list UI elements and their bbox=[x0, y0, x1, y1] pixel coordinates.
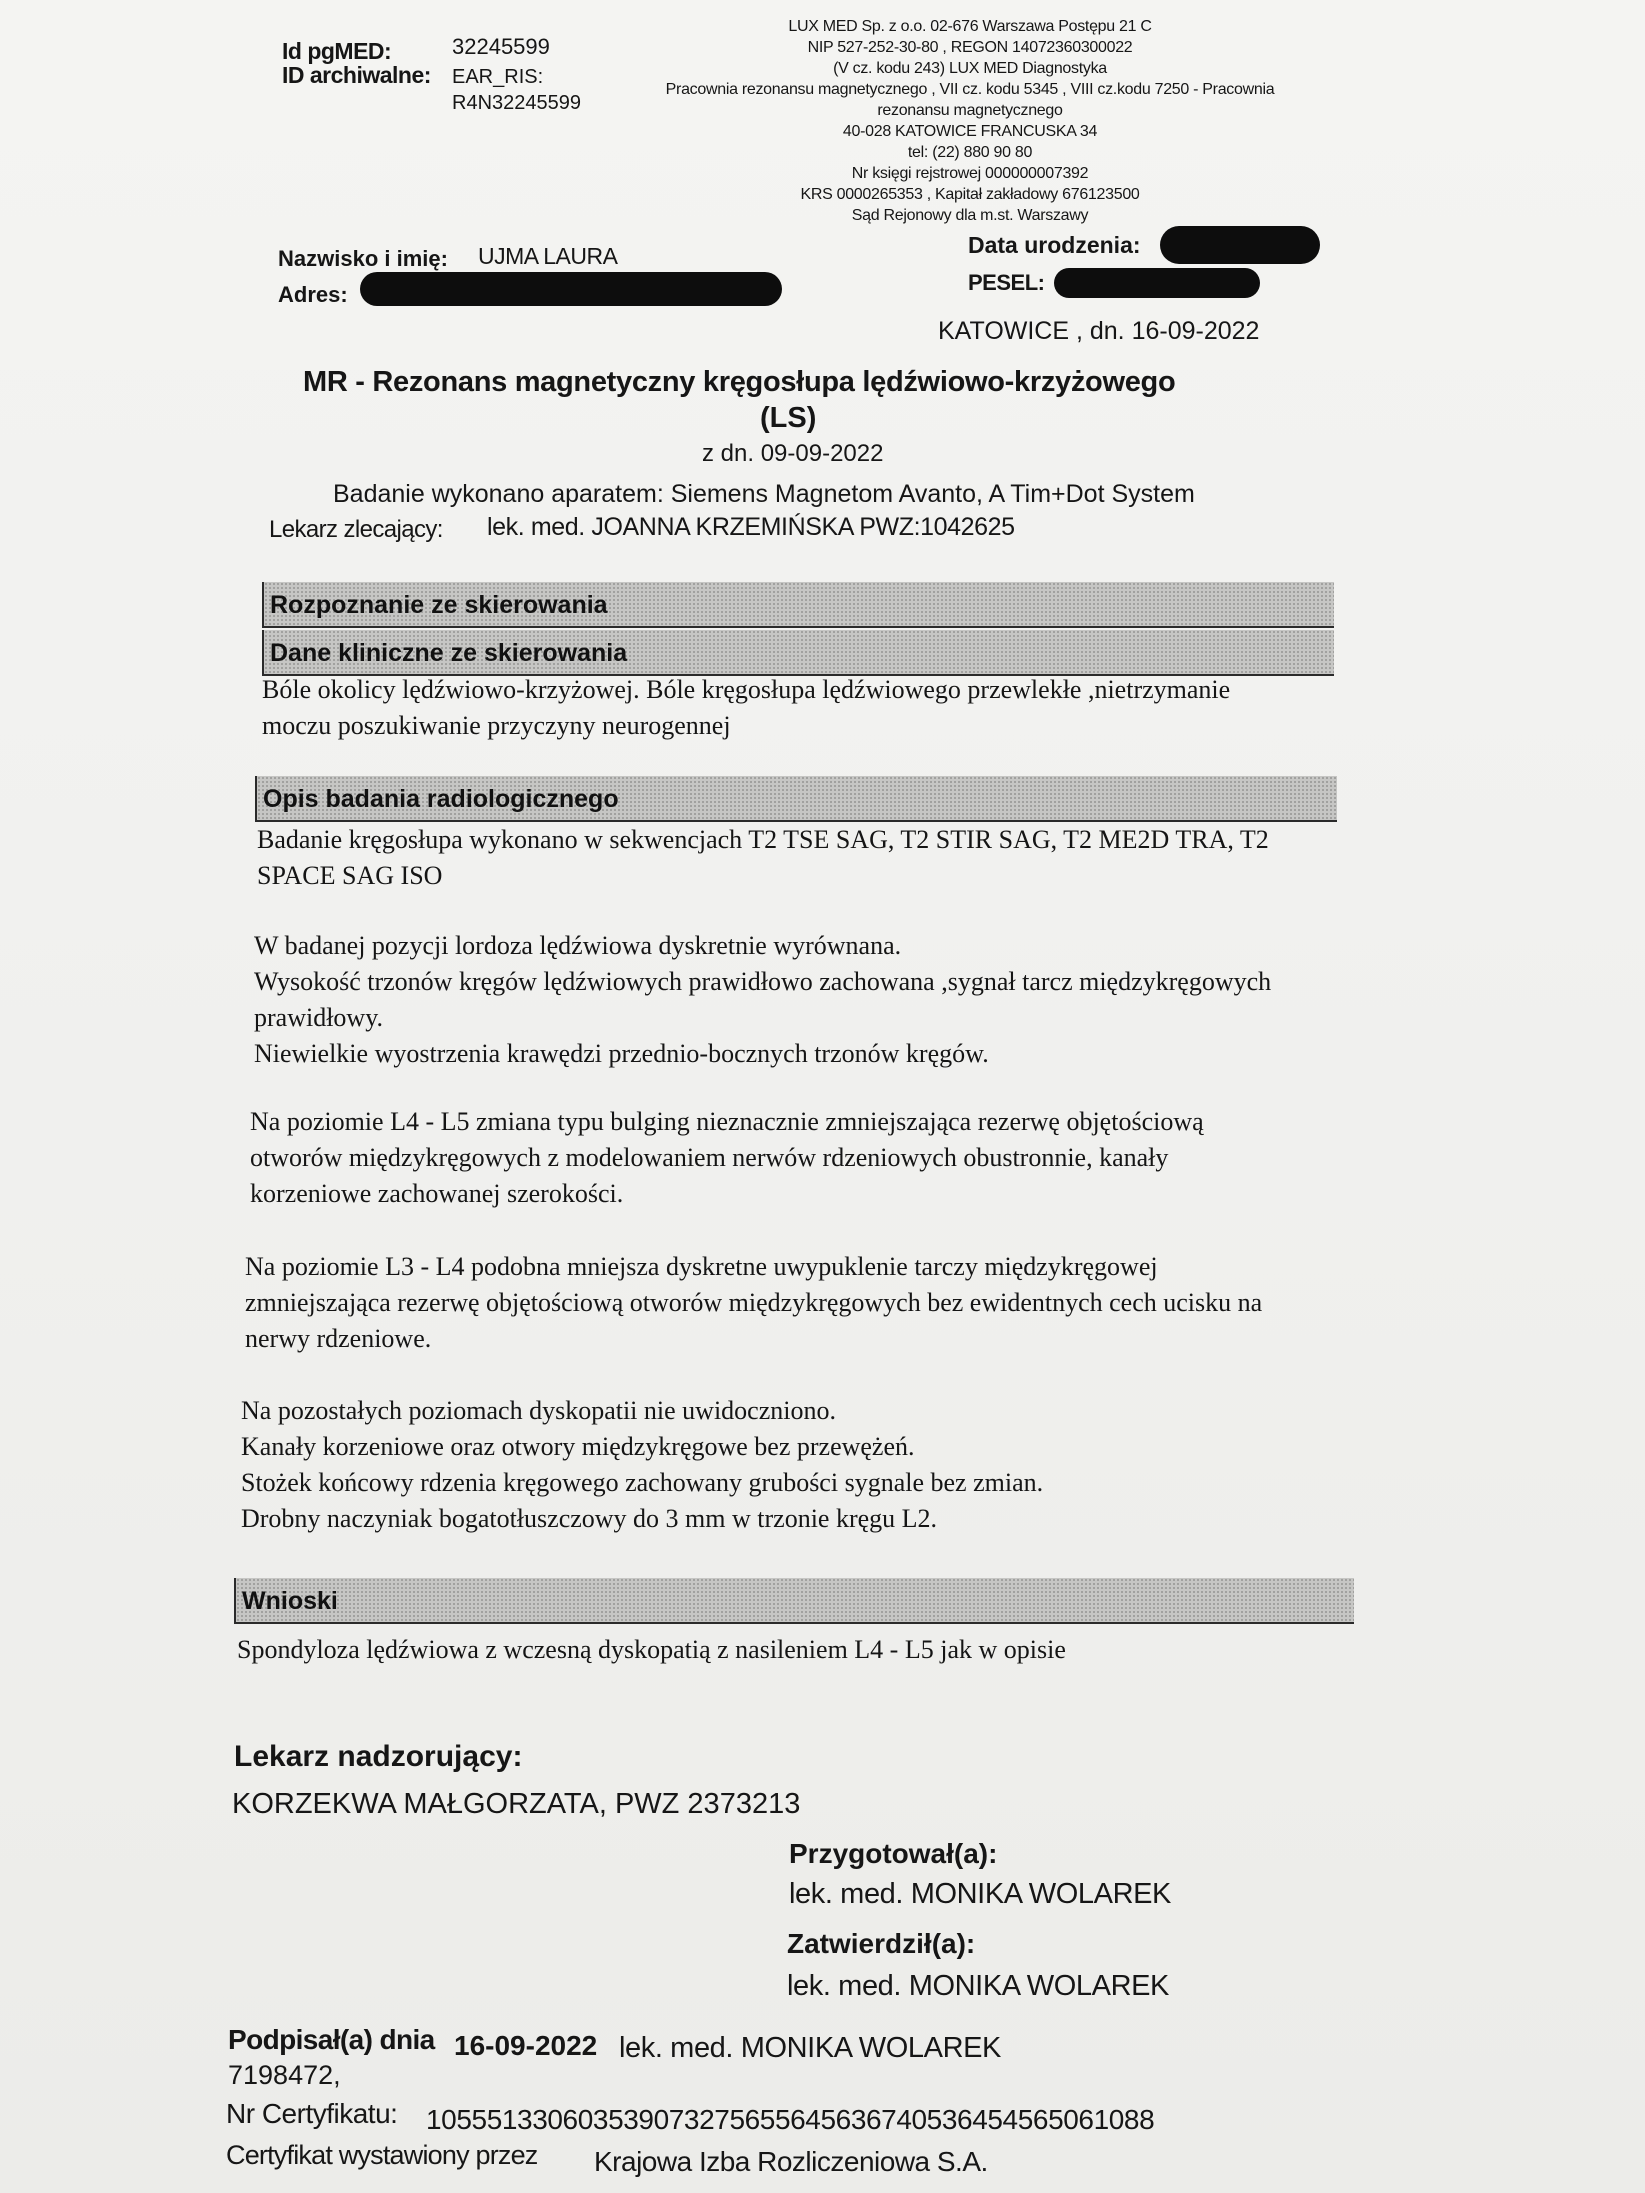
exam-date: z dn. 09-09-2022 bbox=[702, 440, 884, 467]
section-opis-heading: Opis badania radiologicznego bbox=[263, 785, 619, 813]
section-dane-kliniczne bbox=[262, 630, 1334, 676]
prepared-label: Przygotował(a): bbox=[789, 1838, 998, 1869]
page-title-continued: (LS) bbox=[760, 402, 817, 434]
section-dane-kliniczne-heading: Dane kliniczne ze skierowania bbox=[270, 639, 628, 667]
facility-line: rezonansu magnetycznego bbox=[877, 102, 1063, 119]
ordering-doctor-value: lek. med. JOANNA KRZEMIŃSKA PWZ:1042625 bbox=[487, 513, 1015, 541]
facility-line: LUX MED Sp. z o.o. 02-676 Warszawa Postępu 21 C bbox=[788, 18, 1152, 35]
section-rozpoznanie-heading: Rozpoznanie ze skierowania bbox=[270, 591, 608, 619]
text-line: Niewielkie wyostrzenia krawędzi przednio-bocznych trzonów kręgów. bbox=[254, 1039, 989, 1068]
id-archiwalne-value-2: R4N32245599 bbox=[452, 92, 581, 114]
patient-name-value: UJMA LAURA bbox=[478, 243, 618, 269]
text-line: Na poziomie L4 - L5 zmiana typu bulging nieznacznie zmniejszająca rezerwę objętościową bbox=[250, 1107, 1204, 1136]
text-line: SPACE SAG ISO bbox=[257, 861, 443, 890]
text-line: Na pozostałych poziomach dyskopatii nie uwidoczniono. bbox=[241, 1396, 836, 1425]
patient-name-label: Nazwisko i imię: bbox=[278, 246, 448, 271]
facility-line: KRS 0000265353 , Kapitał zakładowy 676123500 bbox=[800, 186, 1140, 203]
dob-redaction bbox=[1160, 226, 1320, 264]
certificate-issuer-value: Krajowa Izba Rozliczeniowa S.A. bbox=[594, 2146, 988, 2177]
text-line: zmniejszająca rezerwę objętościową otworów międzykręgowych bez ewidentnych cech ucisku na bbox=[245, 1288, 1263, 1317]
device-line: Badanie wykonano aparatem: Siemens Magnetom Avanto, A Tim+Dot System bbox=[333, 480, 1195, 508]
section-wnioski-heading: Wnioski bbox=[242, 1587, 338, 1615]
clinical-data-text bbox=[262, 672, 1230, 744]
text-line: prawidłowy. bbox=[254, 1003, 384, 1032]
certificate-issuer-label: Certyfikat wystawiony przez bbox=[226, 2140, 538, 2170]
report-paragraph-1 bbox=[257, 822, 1269, 894]
section-wnioski bbox=[234, 1578, 1354, 1624]
text-line: otworów międzykręgowych z modelowaniem nerwów rdzeniowych obustronnie, kanały bbox=[250, 1143, 1169, 1172]
text-line: Wysokość trzonów kręgów lędźwiowych prawidłowo zachowana ,sygnał tarcz międzykręgowych bbox=[254, 967, 1272, 996]
id-archiwalne-label: ID archiwalne: bbox=[282, 62, 431, 88]
text-line: Stożek końcowy rdzenia kręgowego zachowany grubości sygnale bez zmian. bbox=[241, 1468, 1044, 1497]
supervisor-label: Lekarz nadzorujący: bbox=[234, 1740, 523, 1773]
report-paragraph-4 bbox=[245, 1249, 1262, 1357]
approved-label: Zatwierdził(a): bbox=[787, 1928, 976, 1959]
prepared-value: lek. med. MONIKA WOLAREK bbox=[789, 1878, 1171, 1910]
section-rozpoznanie bbox=[262, 582, 1334, 628]
report-paragraph-3 bbox=[250, 1104, 1204, 1212]
pesel-redaction bbox=[1054, 268, 1260, 298]
signed-date: 16-09-2022 bbox=[454, 2030, 598, 2061]
place-date: KATOWICE , dn. 16-09-2022 bbox=[938, 317, 1260, 345]
text-line: korzeniowe zachowanej szerokości. bbox=[250, 1179, 624, 1208]
text-line: moczu poszukiwanie przyczyny neurogennej bbox=[262, 711, 731, 740]
section-opis bbox=[255, 776, 1337, 822]
text-line: Badanie kręgosłupa wykonano w sekwencjach T2 TSE SAG, T2 STIR SAG, T2 ME2D TRA, T2 bbox=[257, 825, 1269, 854]
report-paragraph-5 bbox=[241, 1393, 1043, 1537]
id-archiwalne-value-1: EAR_RIS: bbox=[452, 66, 544, 88]
supervisor-value: KORZEKWA MAŁGORZATA, PWZ 2373213 bbox=[232, 1788, 801, 1820]
pesel-label: PESEL: bbox=[968, 270, 1045, 295]
facility-line: Sąd Rejonowy dla m.st. Warszawy bbox=[851, 207, 1089, 224]
certificate-label: Nr Certyfikatu: bbox=[226, 2098, 398, 2129]
facility-line: (V cz. kodu 243) LUX MED Diagnostyka bbox=[833, 60, 1107, 77]
signed-label: Podpisał(a) dnia bbox=[228, 2024, 435, 2055]
text-line: Bóle okolicy lędźwiowo-krzyżowej. Bóle kręgosłupa lędźwiowego przewlekłe ,nietrzymanie bbox=[262, 675, 1231, 704]
approved-value: lek. med. MONIKA WOLAREK bbox=[787, 1970, 1169, 2002]
dob-label: Data urodzenia: bbox=[968, 232, 1141, 258]
id-pgmed-label: Id pgMED: bbox=[282, 38, 392, 64]
signed-number: 7198472, bbox=[228, 2060, 341, 2090]
facility-line: Nr księgi rejstrowej 000000007392 bbox=[851, 165, 1089, 182]
address-redaction bbox=[360, 272, 782, 306]
facility-line: tel: (22) 880 90 80 bbox=[907, 144, 1033, 161]
facility-line: Pracownia rezonansu magnetycznego , VII cz. kodu 5345 , VIII cz.kodu 7250 - Pracownia bbox=[665, 81, 1275, 98]
certificate-number: 105551330603539073275655645636740536454565061088 bbox=[426, 2104, 1155, 2135]
facility-line: NIP 527-252-30-80 , REGON 14072360300022 bbox=[807, 39, 1133, 56]
page-title: MR - Rezonans magnetyczny kręgosłupa lędźwiowo-krzyżowego bbox=[303, 366, 1176, 398]
text-line: Drobny naczyniak bogatotłuszczowy do 3 mm w trzonie kręgu L2. bbox=[241, 1504, 938, 1533]
id-pgmed-value: 32245599 bbox=[452, 34, 550, 59]
facility-line: 40-028 KATOWICE FRANCUSKA 34 bbox=[842, 123, 1098, 140]
conclusions-text: Spondyloza lędźwiowa z wczesną dyskopatią z nasileniem L4 - L5 jak w opisie bbox=[237, 1635, 1066, 1664]
text-line: W badanej pozycji lordoza lędźwiowa dyskretnie wyrównana. bbox=[254, 931, 902, 960]
facility-header bbox=[650, 16, 1290, 226]
text-line: nerwy rdzeniowe. bbox=[245, 1324, 432, 1353]
signed-by: lek. med. MONIKA WOLAREK bbox=[619, 2032, 1001, 2064]
ordering-doctor-label: Lekarz zlecający: bbox=[269, 516, 443, 543]
patient-address-label: Adres: bbox=[278, 282, 348, 307]
report-paragraph-2 bbox=[254, 928, 1271, 1072]
text-line: Kanały korzeniowe oraz otwory międzykręgowe bez przewężeń. bbox=[241, 1432, 915, 1461]
text-line: Na poziomie L3 - L4 podobna mniejsza dyskretne uwypuklenie tarczy międzykręgowej bbox=[245, 1252, 1158, 1281]
